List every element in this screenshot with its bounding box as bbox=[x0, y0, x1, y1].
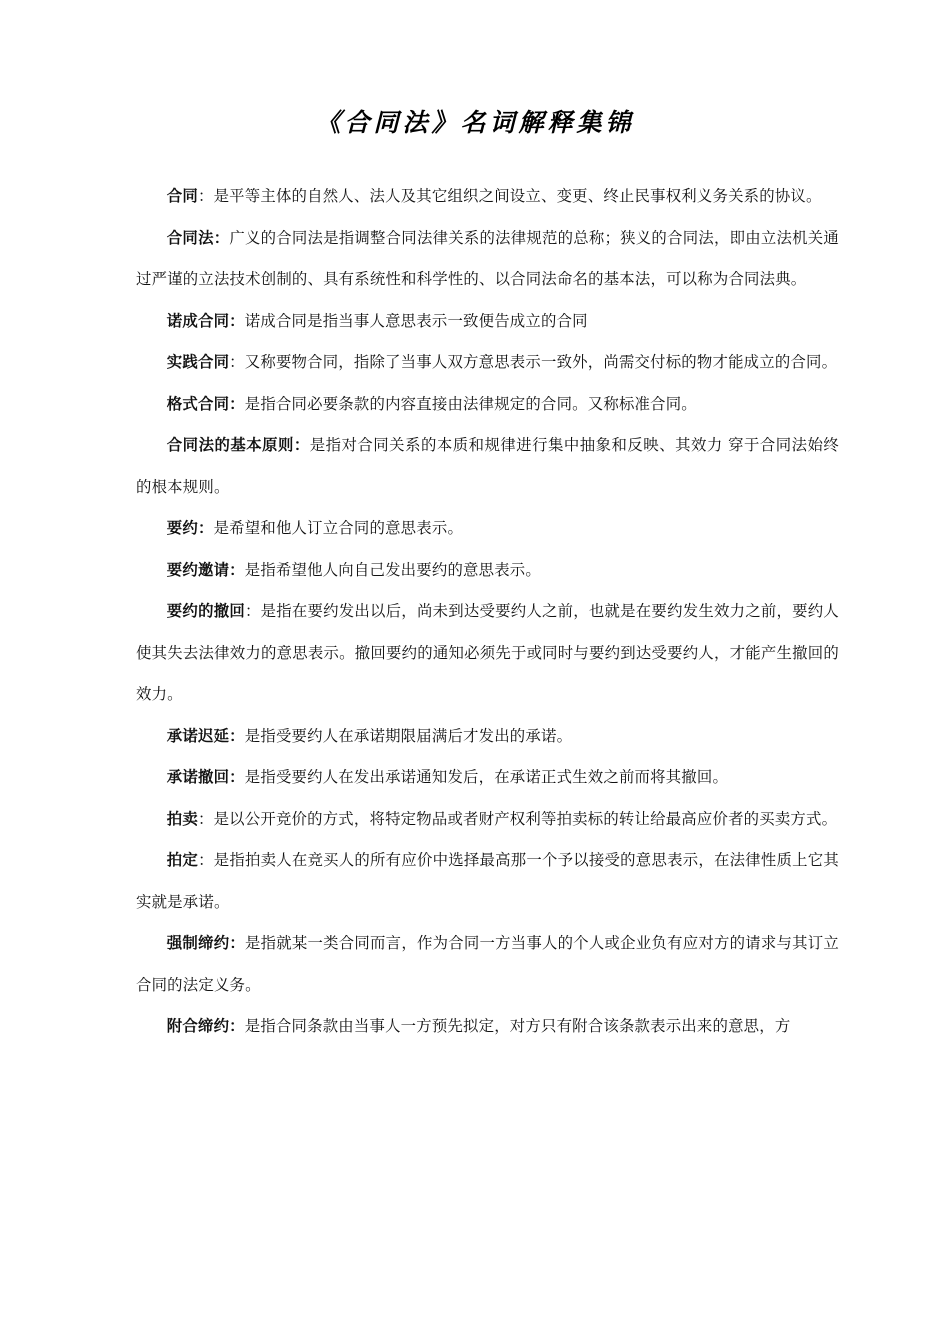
entry-definition: 是以公开竞价的方式，将特定物品或者财产权利等拍卖标的转让给最高应价者的买卖方式。 bbox=[213, 809, 838, 828]
entry-term: 拍定 bbox=[166, 851, 199, 869]
definition-entry bbox=[136, 425, 839, 508]
entry-term: 格式合同 bbox=[166, 394, 230, 413]
entry-definition: 是指合同必要条款的内容直接由法律规定的合同。又称标准合同。 bbox=[244, 394, 697, 413]
entry-definition: 诺成合同是指当事人意思表示一致便告成立的合同 bbox=[244, 311, 588, 330]
entry-term: 拍卖 bbox=[166, 809, 198, 828]
entry-separator: ： bbox=[229, 1017, 245, 1035]
entry-term: 承诺迟延 bbox=[166, 726, 230, 745]
entry-term: 合同法 bbox=[166, 228, 214, 247]
entry-separator: ： bbox=[229, 768, 245, 786]
entry-term: 强制缔约 bbox=[166, 934, 230, 952]
definition-entry bbox=[136, 591, 839, 716]
entry-definition: 是指拍卖人在竞买人的所有应价中选择最高那一个予以接受的意思表示，在法律性质上它其实就是承诺。 bbox=[136, 851, 839, 911]
entry-term: 合同 bbox=[166, 187, 198, 205]
entry-separator: ： bbox=[198, 851, 214, 869]
definition-entry bbox=[136, 301, 839, 343]
entry-definition: 是指受要约人在承诺期限届满后才发出的承诺。 bbox=[244, 726, 573, 745]
definition-entry bbox=[136, 218, 839, 301]
definition-entry bbox=[136, 508, 839, 550]
entry-definition: 又称要物合同，指除了当事人双方意思表示一致外，尚需交付标的物才能成立的合同。 bbox=[244, 353, 838, 371]
definition-entry bbox=[136, 176, 839, 218]
entry-term: 附合缔约 bbox=[166, 1017, 230, 1035]
entry-term: 要约邀请 bbox=[166, 560, 230, 579]
entry-separator: ： bbox=[229, 726, 245, 745]
entry-separator: ： bbox=[244, 602, 261, 620]
definition-entry bbox=[136, 550, 839, 592]
entry-definition: 是指希望他人向自己发出要约的意思表示。 bbox=[244, 560, 541, 579]
entry-definition: 是指对合同关系的本质和规律进行集中抽象和反映、其效力 穿于合同法始终的根本规则。 bbox=[136, 436, 839, 496]
entry-separator: ： bbox=[229, 353, 245, 371]
entry-definition: 是希望和他人订立合同的意思表示。 bbox=[213, 519, 464, 537]
entry-term: 要约的撤回 bbox=[166, 602, 245, 620]
entry-definition: 是指受要约人在发出承诺通知发后，在承诺正式生效之前而将其撤回。 bbox=[244, 768, 729, 786]
entry-definition: 是平等主体的自然人、法人及其它组织之间设立、变更、终止民事权利义务关系的协议。 bbox=[213, 187, 822, 205]
entry-separator: ： bbox=[197, 519, 214, 537]
definition-entry bbox=[136, 342, 839, 384]
definition-entry bbox=[136, 1006, 839, 1048]
entry-separator: ： bbox=[197, 187, 214, 205]
entry-separator: ： bbox=[293, 436, 310, 454]
entry-definition: 是指在要约发出以后，尚未到达受要约人之前，也就是在要约发生效力之前，要约人使其失去法律效力的意思表示。撤回要约的通知必须先于或同时与要约到达受要约人，才能产生撤回的效力。 bbox=[136, 602, 839, 703]
definition-entry bbox=[136, 757, 839, 799]
entry-term: 实践合同 bbox=[166, 353, 230, 371]
entry-separator: ： bbox=[213, 228, 230, 247]
entry-separator: ： bbox=[229, 934, 245, 952]
definitions-list bbox=[136, 176, 839, 1048]
entry-separator: ： bbox=[197, 809, 214, 828]
entry-term: 合同法的基本原则 bbox=[166, 436, 294, 454]
entry-separator: ： bbox=[229, 394, 245, 413]
document-title: 《合同法》名词解释集锦 bbox=[315, 108, 635, 137]
entry-separator: ： bbox=[229, 311, 245, 330]
entry-term: 要约 bbox=[166, 519, 198, 537]
entry-definition: 广义的合同法是指调整合同法律关系的法律规范的总称；狭义的合同法，即由立法机关通过严谨的立法技术创制的、具有系统性和科学性的、以合同法命名的基本法，可以称为合同法典。 bbox=[136, 228, 839, 288]
entry-definition: 是指就某一类合同而言，作为合同一方当事人的个人或企业负有应对方的请求与其订立合同的法定义务。 bbox=[136, 934, 839, 994]
definition-entry bbox=[136, 716, 839, 758]
entry-separator: ： bbox=[229, 560, 245, 579]
entry-definition: 是指合同条款由当事人一方预先拟定，对方只有附合该条款表示出来的意思，方 bbox=[244, 1017, 791, 1035]
definition-entry bbox=[136, 384, 839, 426]
definition-entry bbox=[136, 799, 839, 841]
entry-term: 诺成合同 bbox=[166, 311, 230, 330]
definition-entry bbox=[136, 840, 839, 923]
entry-term: 承诺撤回 bbox=[166, 768, 230, 786]
definition-entry bbox=[136, 923, 839, 1006]
